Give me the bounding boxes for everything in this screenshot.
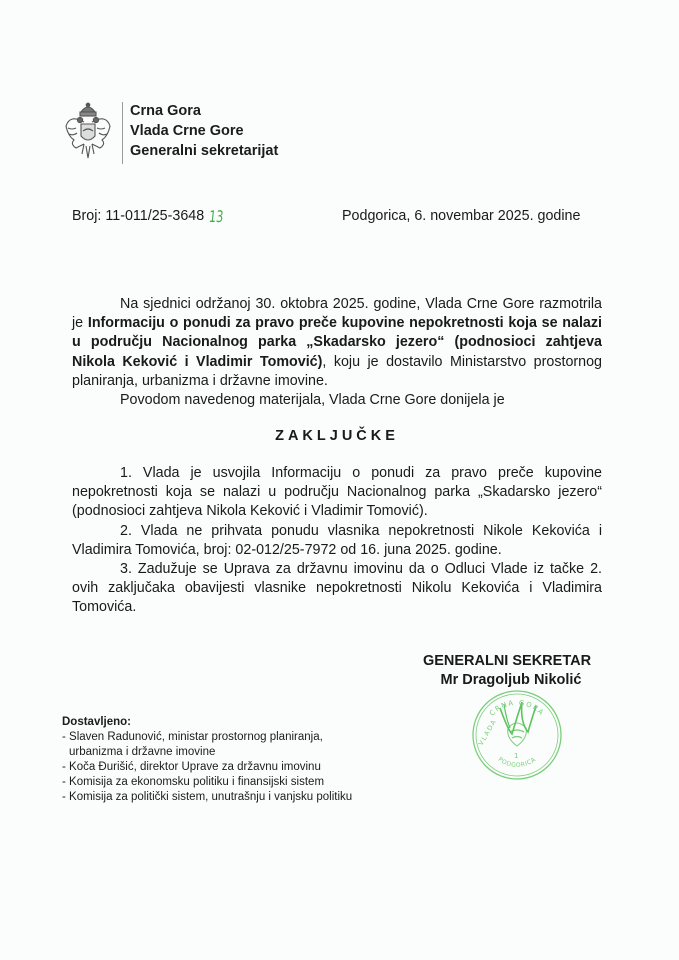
intro-text bbox=[72, 295, 602, 410]
svg-text:CRNA GORA bbox=[488, 699, 546, 718]
distribution-item-continuation: urbanizma i državne imovine bbox=[69, 746, 216, 758]
country-name: Crna Gora bbox=[130, 103, 201, 119]
signatory-name: Mr Dragoljub Nikolić bbox=[440, 672, 582, 688]
organization-name bbox=[130, 101, 278, 161]
conclusions-list bbox=[72, 464, 602, 618]
conclusions-heading: ZAKLJUČKE bbox=[275, 428, 399, 444]
handwritten-mark: 13 bbox=[208, 207, 225, 226]
stamp-side-text: VLADA bbox=[476, 717, 499, 747]
distribution-list bbox=[62, 715, 352, 805]
information-title: Informaciju o ponudi za pravo preče kupovine nepokretnosti koja se nalazi u području Nacionalnog parka „Skadarsko jezero“ (podnosioci zahtjeva Nikola Keković i Vladimir Tomović) bbox=[72, 315, 603, 370]
signatory-title: GENERALNI SEKRETAR bbox=[422, 653, 592, 669]
signature-block bbox=[407, 652, 607, 690]
conclusion-item: 3. Zadužuje se Uprava za državnu imovinu da o Odluci Vlade iz tačke 2. ovih zaključaka obavijesti vlasnike nepokretnosti Nikolu Kekovića i Vladimira Tomovića. bbox=[72, 561, 602, 616]
distribution-item: - Koča Đurišić, direktor Uprave za državnu imovinu bbox=[62, 761, 321, 773]
place-date: Podgorica, 6. novembar 2025. godine bbox=[342, 208, 581, 224]
distribution-title: Dostavljeno: bbox=[62, 716, 132, 728]
stamp-number: 1 bbox=[514, 752, 520, 760]
department-name: Generalni sekretarijat bbox=[130, 143, 279, 159]
government-name: Vlada Crne Gore bbox=[130, 123, 244, 139]
letterhead bbox=[62, 100, 278, 164]
stamp-bottom-text: PODGORICA bbox=[496, 756, 538, 770]
distribution-item: - Slaven Radunović, ministar prostornog planiranja, bbox=[62, 731, 323, 743]
distribution-item: - Komisija za politički sistem, unutrašnju i vanjsku politiku bbox=[62, 791, 353, 803]
conclusion-item: 2. Vlada ne prihvata ponudu vlasnika nepokretnosti Nikole Kekovića i Vladimira Tomovića, broj: 02-012/25-7972 od 16. juna 2025. godine. bbox=[72, 522, 602, 558]
intro-paragraph-1: Na sjednici održanoj 30. oktobra 2025. godine, Vlada Crne Gore razmotrila je Informaciju o ponudi za pravo preče kupovine nepokretnosti koja se nalazi u području Nacionalnog parka „Skadarsko jezero“ (podnosioci zahtjeva Nikola Keković i Vladimir Tomović), koju je dostavilo Ministarstvo prostornog planiranja, urbanizma i državne imovine. bbox=[72, 296, 603, 389]
document-number: Broj: 11-011/25-3648 13 bbox=[72, 207, 225, 226]
official-stamp-icon bbox=[470, 688, 564, 782]
conclusion-item: 1. Vlada je usvojila Informaciju o ponudi za pravo preče kupovine nepokretnosti koja se nalazi u području Nacionalnog parka „Skadarsko jezero“ (podnosioci zahtjeva Nikola Keković i Vladimir Tomović). bbox=[72, 465, 602, 520]
stamp-top-text: CRNA GORA bbox=[488, 698, 546, 718]
distribution-item: - Komisija za ekonomsku politiku i finansijski sistem bbox=[62, 776, 325, 788]
intro-paragraph-2: Povodom navedenog materijala, Vlada Crne Gore donijela je bbox=[120, 392, 505, 409]
header-divider bbox=[122, 102, 123, 164]
montenegro-coat-of-arms-icon bbox=[62, 100, 114, 162]
